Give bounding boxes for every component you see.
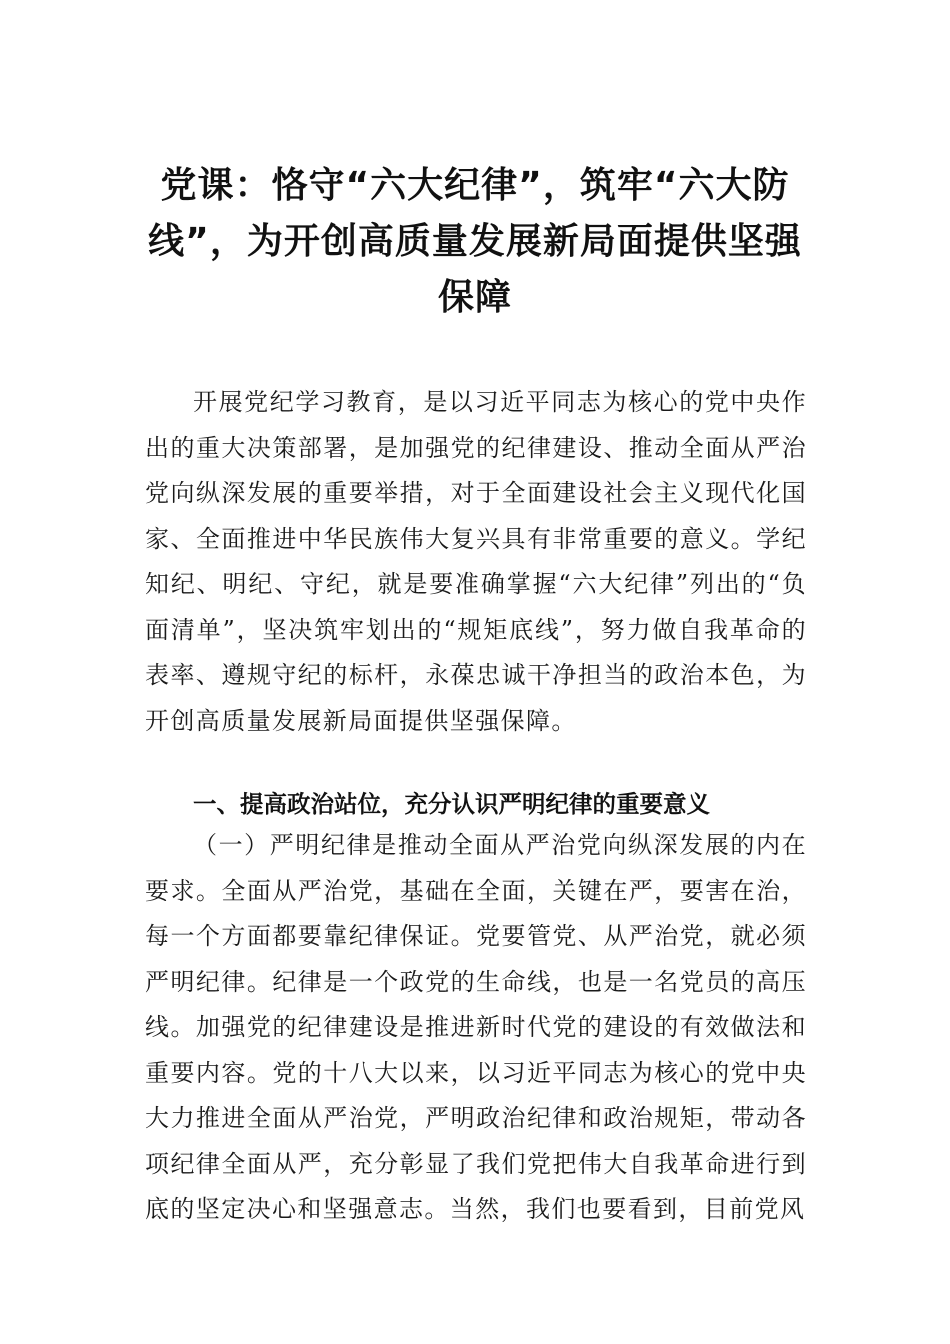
document-title: 党课：恪守“六大纪律”，筑牢“六大防线”，为开创高质量发展新局面提供坚强保障 xyxy=(148,165,802,318)
section-paragraph: （一）严明纪律是推动全面从严治党向纵深发展的内在要求。全面从严治党，基础在全面，关键在严，要害在治，每一个方面都要靠纪律保证。党要管党、从严治党，就必须严明纪律。纪律是一个政党的生命线，也是一名党员的高压线。加强党的纪律建设是推进新时代党的建设的有效做法和重要内容。党的十八大以来，以习近平同志为核心的党中央大力推进全面从严治党，严明政治纪律和政治规矩，带动各项纪律全面从严，充分彰显了我们党把伟大自我革命进行到底的坚定决心和坚强意志。当然，我们也要看到，目前党风 xyxy=(145,831,807,1223)
section-heading: 一、提高政治站位，充分认识严明纪律的重要意义 xyxy=(193,790,710,818)
intro-paragraph: 开展党纪学习教育，是以习近平同志为核心的党中央作出的重大决策部署，是加强党的纪律建设、推动全面从严治党向纵深发展的重要举措，对于全面建设社会主义现代化国家、全面推进中华民族伟大复兴具有非常重要的意义。学纪知纪、明纪、守纪，就是要准确掌握“六大纪律”列出的“负面清单”，坚决筑牢划出的“规矩底线”，努力做自我革命的表率、遵规守纪的标杆，永葆忠诚干净担当的政治本色，为开创高质量发展新局面提供坚强保障。 xyxy=(145,388,807,735)
